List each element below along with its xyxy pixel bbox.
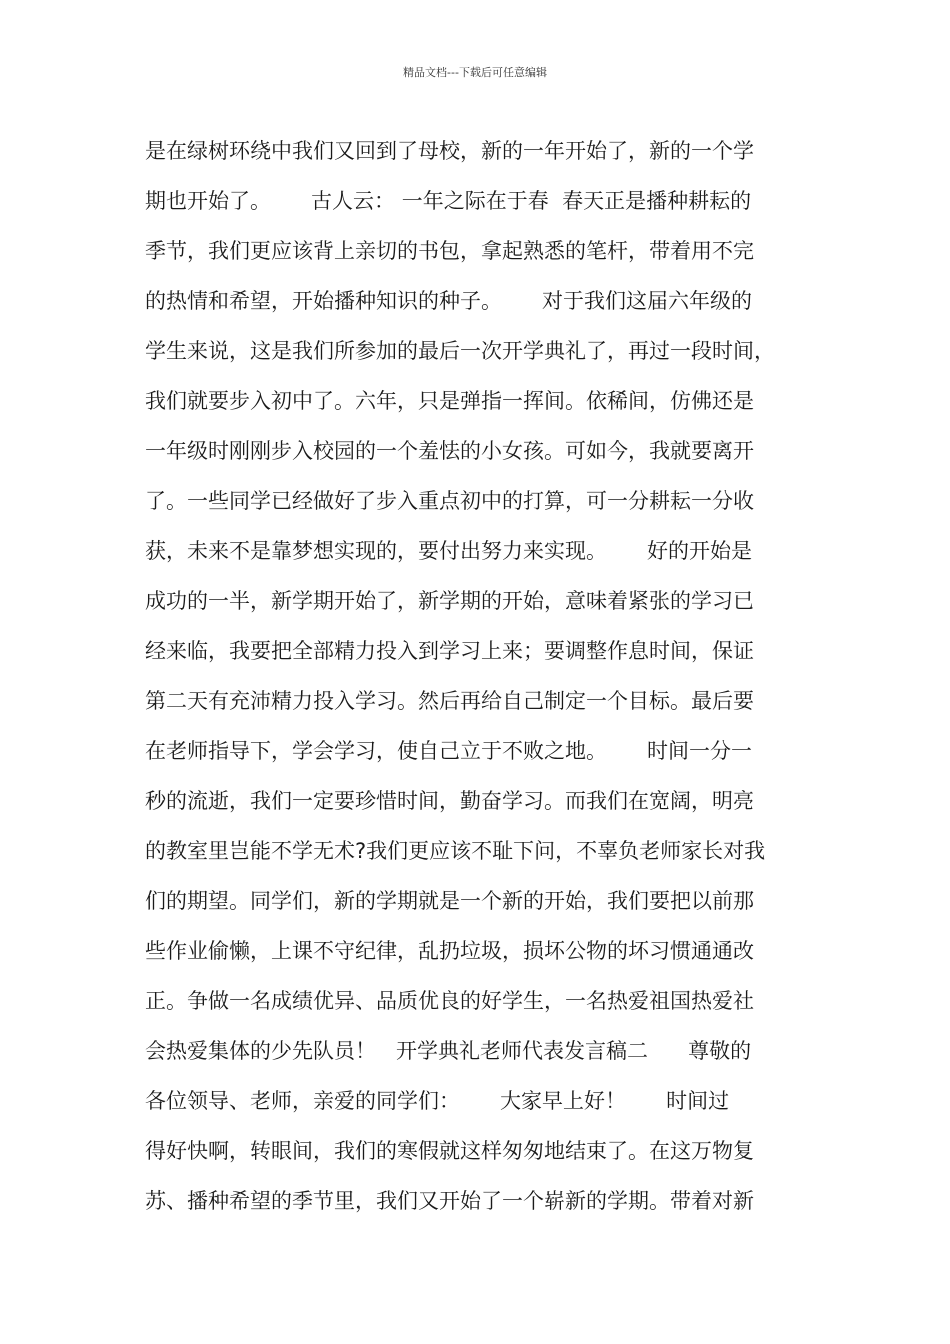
text-line: 经来临，我要把全部精力投入到学习上来；要调整作息时间，保证 xyxy=(145,639,754,663)
text-line: 会热爱集体的少先队员！ 开学典礼老师代表发言稿二 尊敬的 xyxy=(145,1039,752,1063)
text-line: 获，未来不是靠梦想实现的，要付出努力来实现。 好的开始是 xyxy=(145,539,753,563)
text-line: 得好快啊，转眼间，我们的寒假就这样匆匆地结束了。在这万物复 xyxy=(145,1139,754,1163)
text-line: 我们就要步入初中了。六年，只是弹指一挥间。依稀间，仿佛还是 xyxy=(145,389,754,413)
text-line: 些作业偷懒，上课不守纪律，乱扔垃圾，损坏公物的坏习惯通通改 xyxy=(145,939,754,963)
text-line: 的教室里岂能不学无术?我们更应该不耻下问，不辜负老师家长对我 xyxy=(145,839,766,863)
text-line: 各位领导、老师，亲爱的同学们： 大家早上好！ 时间过 xyxy=(145,1089,730,1113)
text-line: 秒的流逝，我们一定要珍惜时间，勤奋学习。而我们在宽阔，明亮 xyxy=(145,789,754,813)
text-line: 一年级时刚刚步入校园的一个羞怯的小女孩。可如今，我就要离开 xyxy=(145,439,754,463)
text-line: 是在绿树环绕中我们又回到了母校，新的一年开始了，新的一个学 xyxy=(145,139,754,163)
page-header: 精品文档---下载后可任意编辑 xyxy=(403,66,547,79)
text-line: 苏、播种希望的季节里，我们又开始了一个崭新的学期。带着对新 xyxy=(145,1189,754,1213)
text-line: 学生来说，这是我们所参加的最后一次开学典礼了，再过一段时间， xyxy=(145,339,775,363)
text-line: 期也开始了。 古人云： 一年之际在于春 春天正是播种耕耘的 xyxy=(145,189,752,213)
text-line: 了。一些同学已经做好了步入重点初中的打算，可一分耕耘一分收 xyxy=(145,489,754,513)
text-line: 的热情和希望，开始播种知识的种子。 对于我们这届六年级的 xyxy=(145,289,753,313)
text-line: 们的期望。同学们，新的学期就是一个新的开始，我们要把以前那 xyxy=(145,889,754,913)
text-line: 正。争做一名成绩优异、品质优良的好学生，一名热爱祖国热爱社 xyxy=(145,989,754,1013)
text-line: 第二天有充沛精力投入学习。然后再给自己制定一个目标。最后要 xyxy=(145,689,754,713)
text-line: 季节，我们更应该背上亲切的书包，拿起熟悉的笔杆，带着用不完 xyxy=(145,239,754,263)
body-text xyxy=(145,126,810,1226)
text-line: 成功的一半，新学期开始了，新学期的开始，意味着紧张的学习已 xyxy=(145,589,754,613)
text-line: 在老师指导下，学会学习，使自己立于不败之地。 时间一分一 xyxy=(145,739,753,763)
